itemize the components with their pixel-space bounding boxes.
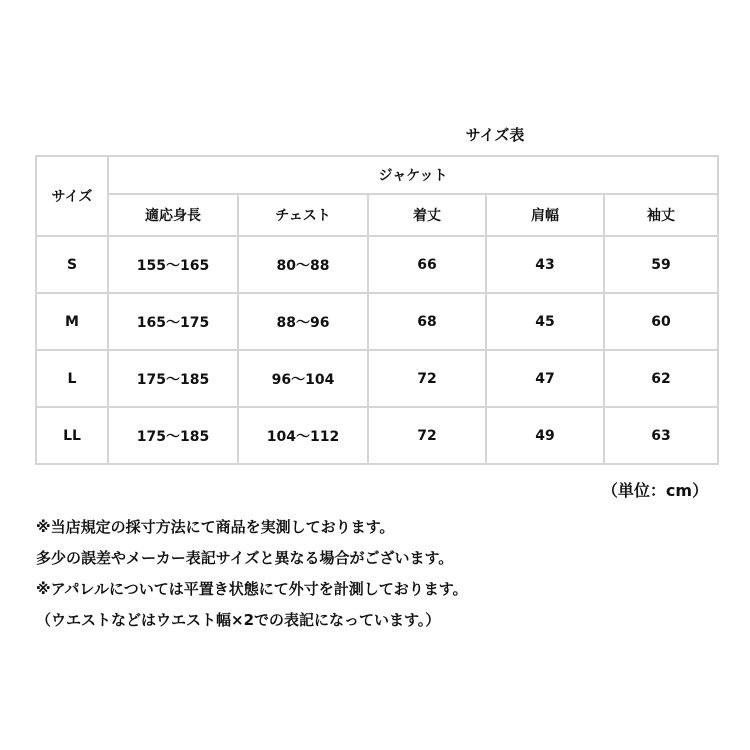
column-header-height: 適応身長 — [108, 194, 238, 236]
table-header-row — [36, 156, 718, 194]
sleeve-cell: 59 — [604, 236, 718, 293]
chest-cell: 80～88 — [238, 236, 368, 293]
jacket-group-header: ジャケット — [108, 156, 718, 194]
size-cell: S — [36, 236, 108, 293]
height-cell: 175～185 — [108, 350, 238, 407]
notes — [36, 512, 726, 636]
sleeve-cell: 63 — [604, 407, 718, 464]
chest-cell: 88～96 — [238, 293, 368, 350]
page-title: サイズ表 — [465, 126, 525, 144]
size-cell: M — [36, 293, 108, 350]
column-header-chest: チェスト — [238, 194, 368, 236]
note-line: 多少の誤差やメーカー表記サイズと異なる場合がございます。 — [36, 549, 454, 567]
size-cell: L — [36, 350, 108, 407]
sleeve-cell: 60 — [604, 293, 718, 350]
chest-cell: 104～112 — [238, 407, 368, 464]
column-header-length: 着丈 — [368, 194, 486, 236]
length-cell: 72 — [368, 407, 486, 464]
size-cell: LL — [36, 407, 108, 464]
note-line: ※当店規定の採寸方法にて商品を実測しております。 — [36, 518, 395, 536]
shoulder-cell: 47 — [486, 350, 604, 407]
column-header-shoulder: 肩幅 — [486, 194, 604, 236]
size-table — [35, 155, 719, 465]
table-row — [36, 350, 718, 407]
length-cell: 66 — [368, 236, 486, 293]
table-row — [36, 407, 718, 464]
chest-cell: 96～104 — [238, 350, 368, 407]
note-line: （ウエストなどはウエスト幅×2での表記になっています。） — [36, 611, 441, 629]
height-cell: 175～185 — [108, 407, 238, 464]
length-cell: 68 — [368, 293, 486, 350]
height-cell: 155～165 — [108, 236, 238, 293]
sleeve-cell: 62 — [604, 350, 718, 407]
height-cell: 165～175 — [108, 293, 238, 350]
unit-note: （単位：cm） — [601, 481, 709, 500]
shoulder-cell: 45 — [486, 293, 604, 350]
note-line: ※アパレルについては平置き状態にて外寸を計測しております。 — [36, 580, 468, 598]
length-cell: 72 — [368, 350, 486, 407]
shoulder-cell: 49 — [486, 407, 604, 464]
column-header-sleeve: 袖丈 — [604, 194, 718, 236]
size-header-cell: サイズ — [36, 156, 108, 236]
table-row — [36, 236, 718, 293]
table-row — [36, 293, 718, 350]
shoulder-cell: 43 — [486, 236, 604, 293]
table-column-header-row — [36, 194, 718, 236]
